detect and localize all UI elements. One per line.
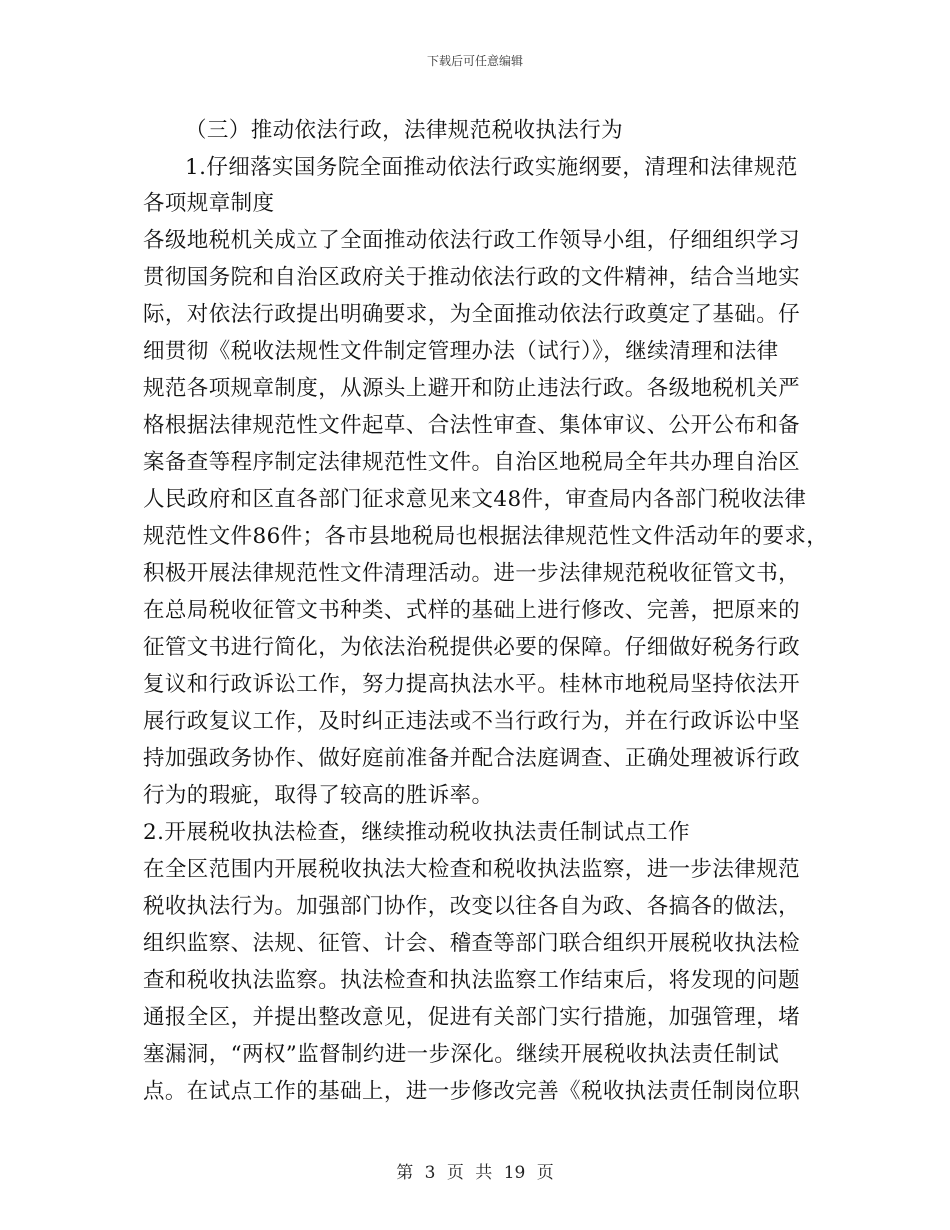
body-line: 查和税收执法监察。执法检查和执法监察工作结束后，将发现的问题 [143, 968, 801, 993]
body-line: 塞漏洞，“两权”监督制约进一步深化。继续开展税收执法责任制试 [143, 1042, 779, 1067]
body-line: 在全区范围内开展税收执法大检查和税收执法监察，进一步法律规范 [143, 857, 801, 882]
body-line: 规范各项规章制度，从源头上避开和防止违法行政。各级地税机关严 [143, 376, 801, 401]
body-line: 积极开展法律规范性文件清理活动。进一步法律规范税收征管文书， [143, 561, 801, 586]
body-line: 行为的瑕疵，取得了较高的胜诉率。 [143, 783, 494, 808]
body-line: 案备查等程序制定法律规范性文件。自治区地税局全年共办理自治区 [143, 450, 801, 475]
body-line: 际，对依法行政提出明确要求，为全面推动依法行政奠定了基础。仔 [143, 302, 801, 327]
subheading-line: 各项规章制度 [143, 191, 275, 216]
page-header: 下载后可任意编辑 [426, 54, 523, 68]
body-line: 人民政府和区直各部门征求意见来文48件，审查局内各部门税收法律 [143, 487, 807, 512]
body-line: 点。在试点工作的基础上，进一步修改完善《税收执法责任制岗位职 [143, 1079, 801, 1104]
body-line: 贯彻国务院和自治区政府关于推动依法行政的文件精神，结合当地实 [143, 265, 801, 290]
subheading-line: 1.仔细落实国务院全面推动依法行政实施纲要，清理和法律规范 [185, 155, 798, 180]
body-line: 展行政复议工作，及时纠正违法或不当行政行为，并在行政诉讼中坚 [143, 709, 801, 734]
body-line: 在总局税收征管文书种类、式样的基础上进行修改、完善，把原来的 [143, 598, 801, 623]
body-line: 税收执法行为。加强部门协作，改变以往各自为政、各搞各的做法， [143, 894, 801, 919]
subheading-line: 2.开展税收执法检查，继续推动税收执法责任制试点工作 [143, 820, 690, 845]
body-line: 组织监察、法规、征管、计会、稽查等部门联合组织开展税收执法检 [143, 931, 801, 956]
body-line: 持加强政务协作、做好庭前准备并配合法庭调查、正确处理被诉行政 [143, 746, 801, 771]
body-line: 规范性文件86件；各市县地税局也根据法律规范性文件活动年的要求， [143, 524, 829, 549]
body-line: 细贯彻《税收法规性文件制定管理办法（试行）》，继续清理和法律 [143, 339, 779, 364]
body-line: 各级地税机关成立了全面推动依法行政工作领导小组，仔细组织学习 [143, 228, 801, 253]
page-number-footer: 第 3 页 共 19 页 [396, 1163, 554, 1183]
body-line: 征管文书进行简化，为依法治税提供必要的保障。仔细做好税务行政 [143, 635, 801, 660]
body-line: 通报全区，并提出整改意见，促进有关部门实行措施，加强管理，堵 [143, 1005, 801, 1030]
body-line: 复议和行政诉讼工作，努力提高执法水平。桂林市地税局坚持依法开 [143, 672, 801, 697]
section-heading: （三）推动依法行政，法律规范税收执法行为 [185, 118, 624, 143]
body-line: 格根据法律规范性文件起草、合法性审查、集体审议、公开公布和备 [143, 413, 801, 438]
